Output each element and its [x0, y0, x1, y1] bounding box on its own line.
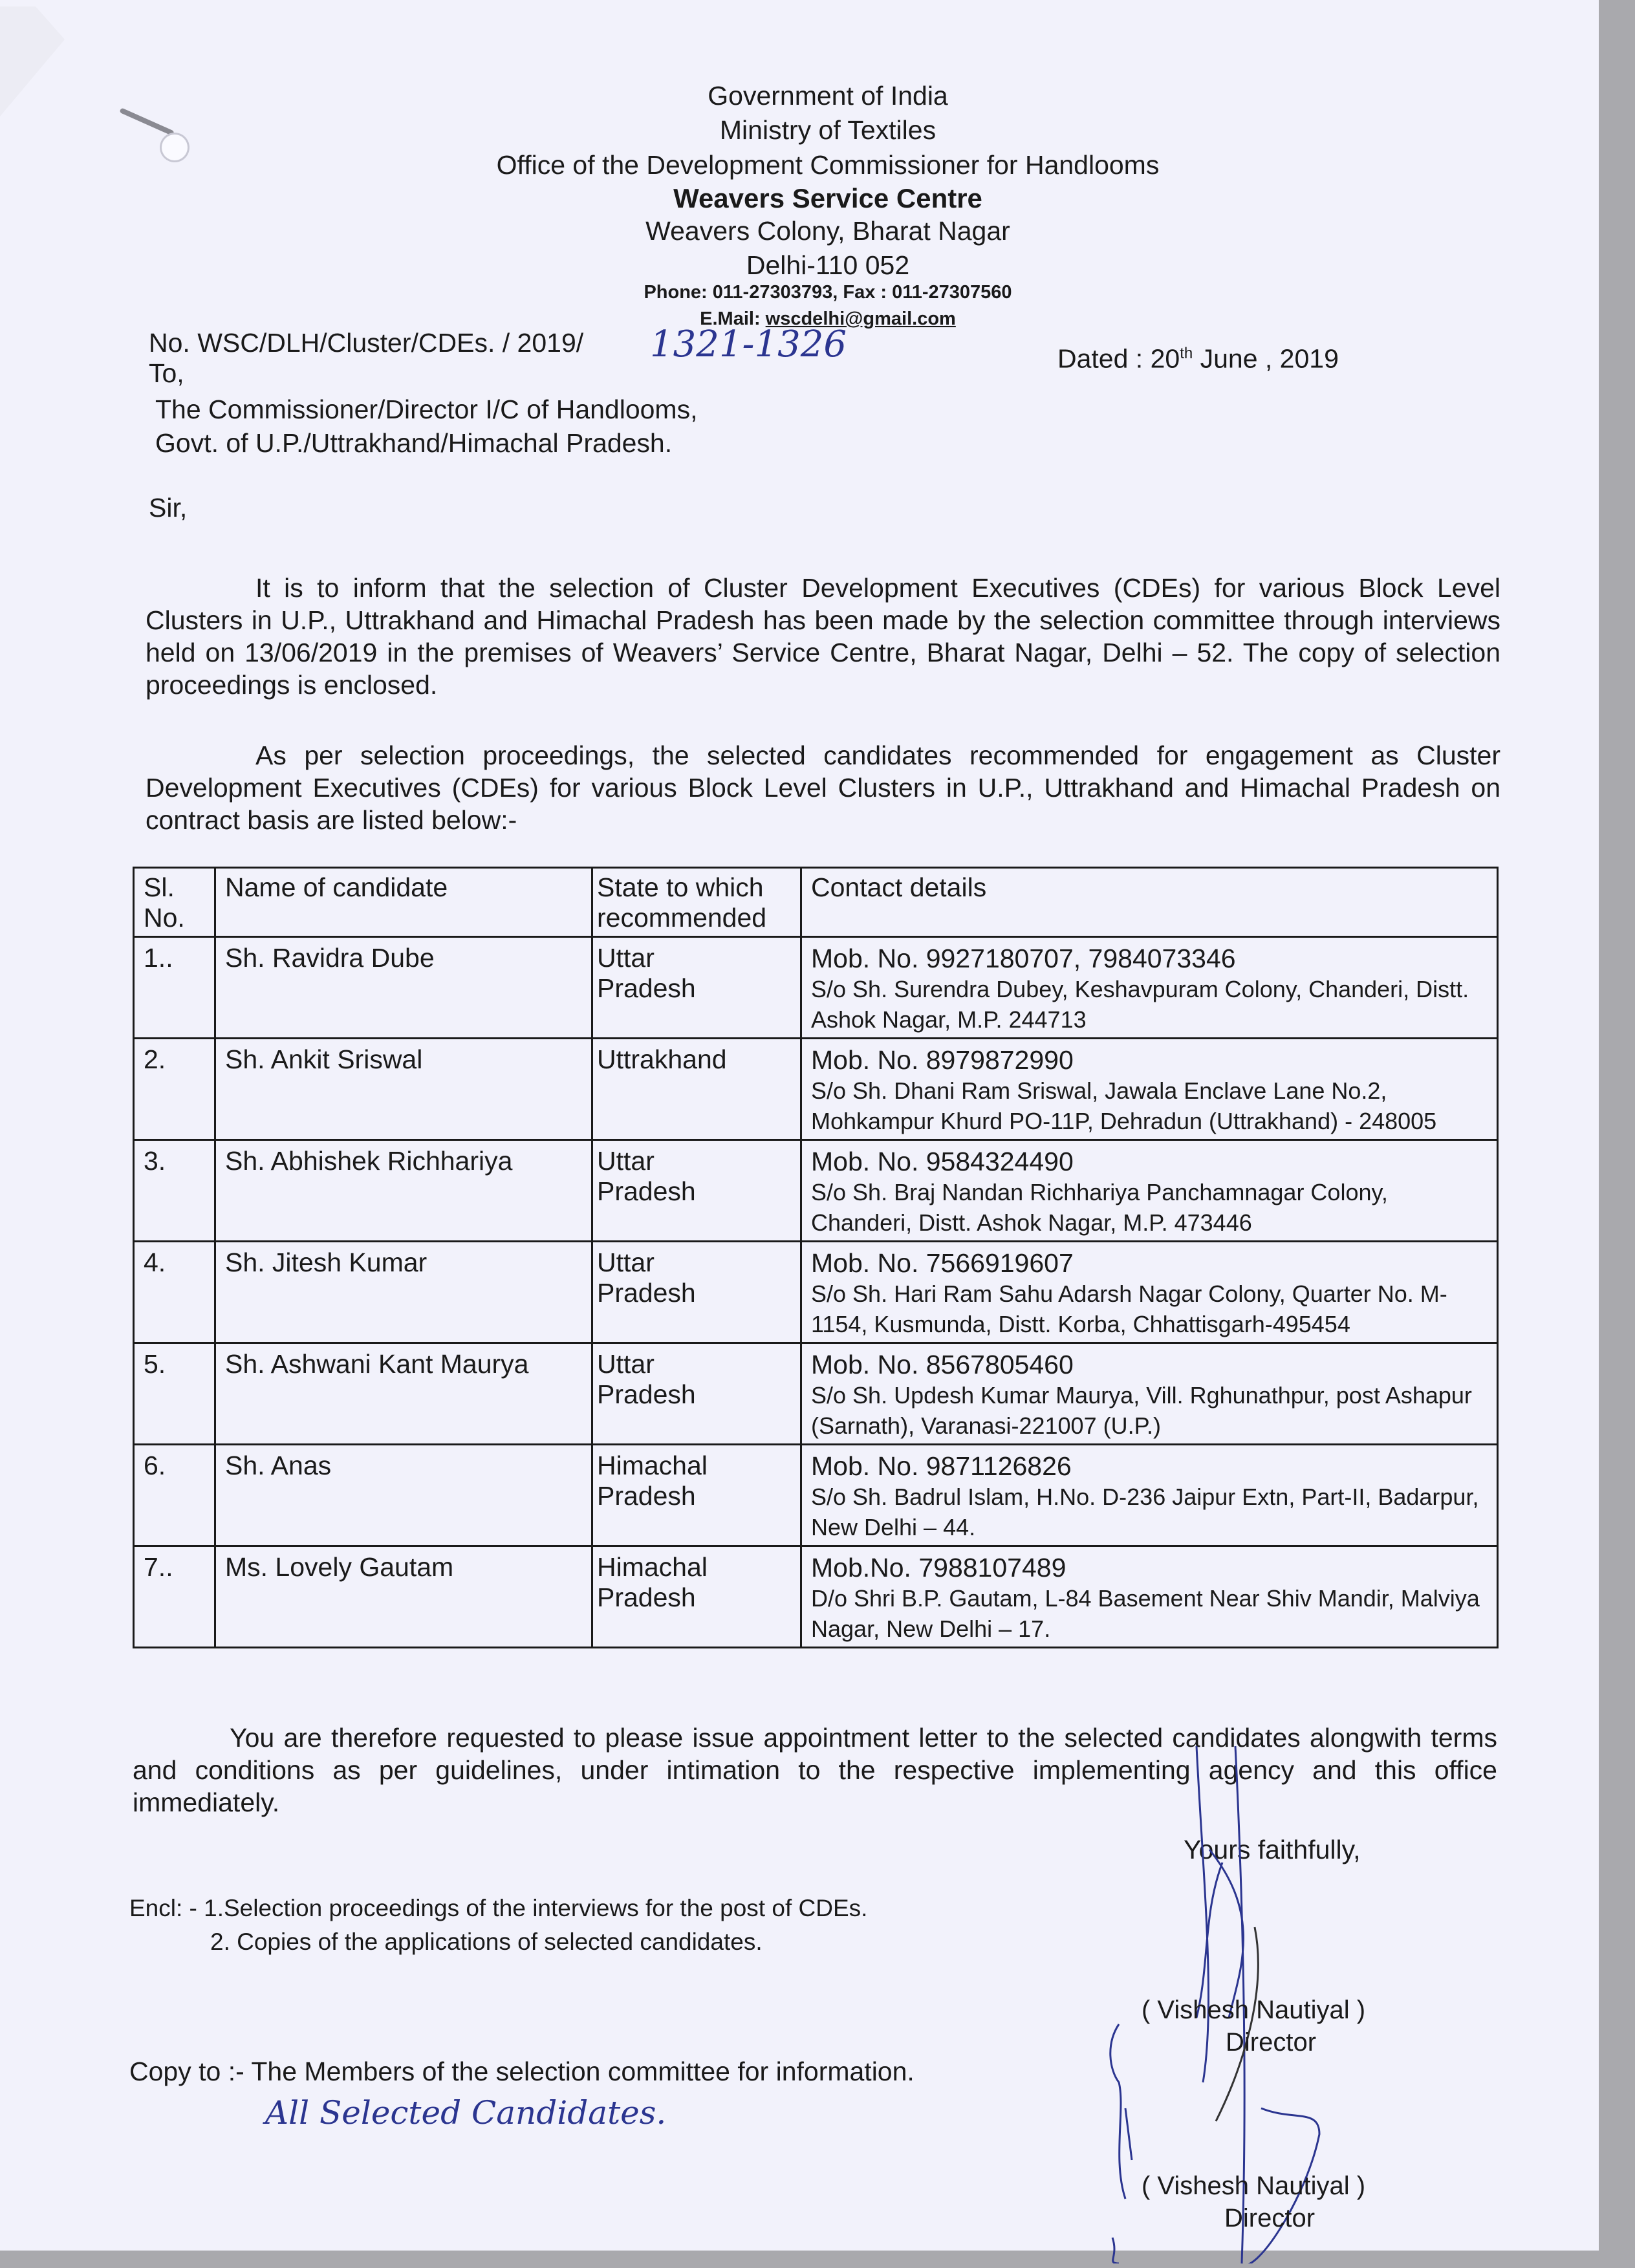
selected-candidates-table — [133, 867, 1499, 1648]
cell-sl-no: 3. — [134, 1140, 215, 1242]
cell-candidate-name: Sh. Ravidra Dube — [215, 937, 592, 1039]
mobile-number: Mob. No. 9927180707, 7984073346 — [811, 944, 1236, 973]
header-state — [592, 868, 801, 937]
cell-candidate-name: Sh. Ankit Sriswal — [215, 1039, 592, 1140]
cell-sl-no: 6. — [134, 1445, 215, 1546]
table-row — [134, 1039, 1498, 1140]
table-row — [134, 1242, 1498, 1343]
cell-sl-no: 4. — [134, 1242, 215, 1343]
handwritten-dispatch-number: 1321-1326 — [650, 323, 847, 365]
signatory-title-2: Director — [1224, 2204, 1316, 2232]
cell-state — [592, 1546, 801, 1648]
cell-contact-details — [801, 1242, 1498, 1343]
date-prefix: Dated : 20 — [1057, 343, 1180, 374]
letterhead-phone-fax: Phone: 011-27303793, Fax : 011-27307560 — [644, 282, 1012, 303]
state-line2: Pradesh — [597, 1176, 696, 1206]
signatory-title-1: Director — [1226, 2028, 1317, 2057]
address: S/o Sh. Updesh Kumar Maurya, Vill. Rghunathpur, post Ashapur (Sarnath), Varanasi-221007 (U.P.) — [811, 1382, 1472, 1439]
header-sl-no — [134, 868, 215, 937]
addressee-line1: The Commissioner/Director I/C of Handlooms, — [155, 394, 698, 424]
paragraph-request: You are therefore requested to please issue appointment letter to the selected candidates alongwith terms and conditions as per guidelines, under intimation to the respective implementing agency and this office immediately. — [133, 1723, 1497, 1817]
cell-contact-details — [801, 1445, 1498, 1546]
paragraph-candidates-list-intro: As per selection proceedings, the selected candidates recommended for engagement as Cluster Development Executives (CDEs) for various Block Level Clusters in U.P., Uttrakhand and Himachal Pradesh on contract basis are listed below:- — [146, 740, 1500, 835]
letterhead-ministry: Ministry of Textiles — [719, 115, 937, 145]
table-row — [134, 1343, 1498, 1445]
state-line2: Pradesh — [597, 1481, 696, 1511]
state-line2: Pradesh — [597, 973, 696, 1003]
cell-candidate-name: Sh. Jitesh Kumar — [215, 1242, 592, 1343]
letter-date — [1057, 338, 1339, 375]
date-ordinal: th — [1180, 345, 1193, 362]
cell-sl-no: 1.. — [134, 937, 215, 1039]
mobile-number: Mob.No. 7988107489 — [811, 1553, 1067, 1582]
cell-state — [592, 1140, 801, 1242]
state-line1: Himachal — [597, 1552, 708, 1582]
cell-candidate-name: Sh. Anas — [215, 1445, 592, 1546]
address: S/o Sh. Dhani Ram Sriswal, Jawala Enclave Lane No.2, Mohkampur Khurd PO-11P, Dehradun (Uttrakhand) - 248005 — [811, 1077, 1437, 1134]
header-name: Name of candidate — [215, 868, 592, 937]
cell-candidate-name: Sh. Abhishek Richhariya — [215, 1140, 592, 1242]
email-link[interactable]: wscdelhi@gmail.com — [765, 308, 956, 329]
cell-state — [592, 1445, 801, 1546]
table-row — [134, 1445, 1498, 1546]
table-row — [134, 1140, 1498, 1242]
salutation: Sir, — [149, 493, 188, 523]
cell-candidate-name: Sh. Ashwani Kant Maurya — [215, 1343, 592, 1445]
table-header-row — [134, 868, 1498, 937]
cell-contact-details — [801, 1546, 1498, 1648]
cell-contact-details — [801, 1140, 1498, 1242]
mobile-number: Mob. No. 9584324490 — [811, 1147, 1074, 1176]
state-line1: Uttrakhand — [597, 1044, 727, 1074]
paragraph-selection-info: It is to inform that the selection of Cluster Development Executives (CDEs) for various Block Level Clusters in U.P., Uttrakhand and Himachal Pradesh has been made by the selection committee through interviews held on 13/06/2019 in the premises of Weavers’ Service Centre, Bharat Nagar, Delhi – 52. The copy of selection proceedings is enclosed. — [146, 573, 1500, 700]
table-row — [134, 937, 1498, 1039]
enclosure-item-1: Encl: - 1.Selection proceedings of the interviews for the post of CDEs. — [129, 1895, 868, 1921]
state-line2: Pradesh — [597, 1379, 696, 1409]
cell-state — [592, 1039, 801, 1140]
state-line1: Uttar — [597, 1146, 655, 1176]
header-sl-line1: Sl. — [144, 872, 175, 902]
date-suffix: June , 2019 — [1193, 343, 1339, 374]
cell-sl-no: 7.. — [134, 1546, 215, 1648]
state-line1: Himachal — [597, 1451, 708, 1480]
table-row — [134, 1546, 1498, 1648]
state-line2: Pradesh — [597, 1582, 696, 1612]
header-sl-line2: No. — [144, 903, 185, 933]
state-line1: Uttar — [597, 1247, 655, 1277]
address: S/o Sh. Hari Ram Sahu Adarsh Nagar Colony, Quarter No. M-1154, Kusmunda, Distt. Korba, Chhattisgarh-495454 — [811, 1280, 1447, 1337]
cell-state — [592, 1242, 801, 1343]
header-contact: Contact details — [801, 868, 1498, 937]
enclosure-item-2: 2. Copies of the applications of selected candidates. — [210, 1928, 763, 1955]
mobile-number: Mob. No. 7566919607 — [811, 1248, 1074, 1278]
cell-sl-no: 5. — [134, 1343, 215, 1445]
addressee-line2: Govt. of U.P./Uttrakhand/Himachal Pradesh. — [155, 428, 673, 458]
cell-contact-details — [801, 1039, 1498, 1140]
mobile-number: Mob. No. 8567805460 — [811, 1350, 1074, 1379]
copy-to-line: Copy to :- The Members of the selection committee for information. — [129, 2057, 915, 2086]
handwritten-all-selected-candidates: All Selected Candidates. — [265, 2094, 667, 2132]
cell-contact-details — [801, 937, 1498, 1039]
letterhead-government: Government of India — [708, 81, 948, 111]
address: S/o Sh. Surendra Dubey, Keshavpuram Colony, Chanderi, Distt. Ashok Nagar, M.P. 244713 — [811, 976, 1469, 1033]
letterhead-office: Office of the Development Commissioner for Handlooms — [496, 150, 1160, 180]
state-line1: Uttar — [597, 943, 655, 973]
cell-state — [592, 937, 801, 1039]
cell-candidate-name: Ms. Lovely Gautam — [215, 1546, 592, 1648]
state-line2: Pradesh — [597, 1278, 696, 1308]
header-state-line1: State to which — [597, 872, 764, 902]
address: S/o Sh. Badrul Islam, H.No. D-236 Jaipur Extn, Part-II, Badarpur, New Delhi – 44. — [811, 1484, 1479, 1540]
letterhead-centre: Weavers Service Centre — [673, 183, 982, 213]
letterhead-city: Delhi-110 052 — [746, 250, 910, 280]
cell-sl-no: 2. — [134, 1039, 215, 1140]
address: D/o Shri B.P. Gautam, L-84 Basement Near Shiv Mandir, Malviya Nagar, New Delhi – 17. — [811, 1585, 1480, 1642]
mobile-number: Mob. No. 9871126826 — [811, 1451, 1072, 1481]
cell-state — [592, 1343, 801, 1445]
addressee-to: To, — [149, 358, 184, 388]
header-state-line2: recommended — [597, 903, 767, 933]
reference-number: No. WSC/DLH/Cluster/CDEs. / 2019/ — [149, 328, 584, 358]
email-label: E.Mail: — [700, 308, 766, 329]
state-line1: Uttar — [597, 1349, 655, 1379]
signatory-name-1: ( Vishesh Nautiyal ) — [1142, 1996, 1366, 2024]
letterhead-address: Weavers Colony, Bharat Nagar — [645, 216, 1010, 246]
signatory-name-2: ( Vishesh Nautiyal ) — [1142, 2172, 1366, 2200]
cell-contact-details — [801, 1343, 1498, 1445]
mobile-number: Mob. No. 8979872990 — [811, 1045, 1074, 1075]
closing-yours-faithfully: Yours faithfully, — [1184, 1835, 1361, 1864]
address: S/o Sh. Braj Nandan Richhariya Panchamnagar Colony, Chanderi, Distt. Ashok Nagar, M.P. 473446 — [811, 1179, 1388, 1236]
